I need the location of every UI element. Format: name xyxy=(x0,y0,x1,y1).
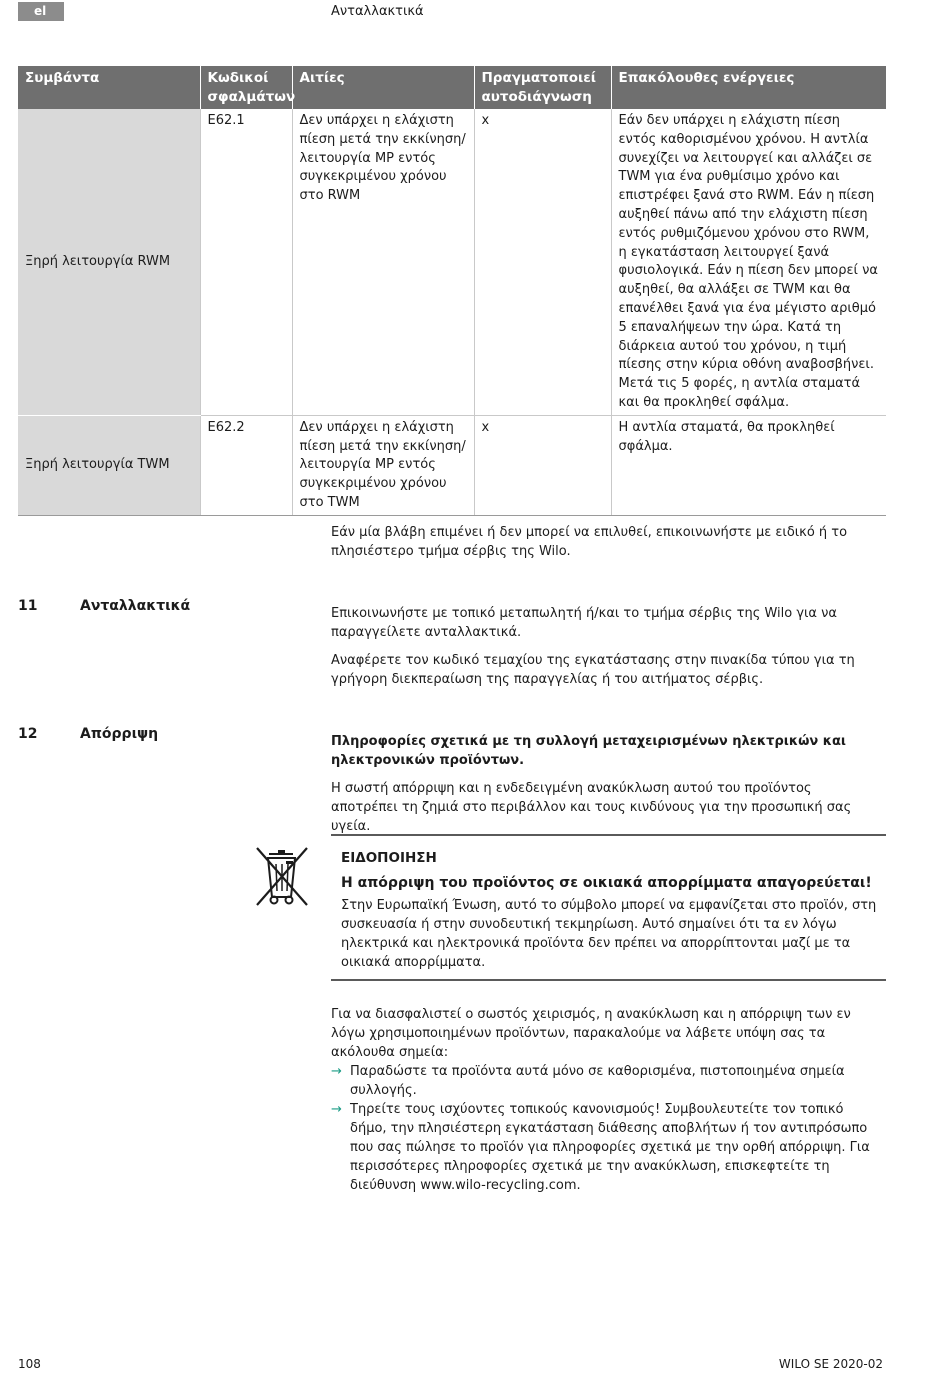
section-11-paragraph-1: Επικοινωνήστε με τοπικό μεταπωλητή ή/και το τμήμα σέρβις της Wilo για να παραγγείλετε ανταλλακτικά. xyxy=(331,606,837,640)
col-header-events: Συμβάντα xyxy=(18,66,200,109)
cause-cell: Δεν υπάρχει η ελάχιστη πίεση μετά την εκκίνηση/λειτουργία MP εντός συγκεκριμένου χρόνου στο TWM xyxy=(292,415,474,515)
section-11-number: 11 xyxy=(18,598,38,614)
col-header-selfdiag: Πραγματοποιεί αυτοδιάγνωση xyxy=(474,66,611,109)
code-cell: E62.2 xyxy=(200,415,292,515)
col-header-causes: Αιτίες xyxy=(292,66,474,109)
running-header-title: Ανταλλακτικά xyxy=(331,4,424,19)
arrow-right-icon: → xyxy=(331,1064,342,1079)
notice-label: ΕΙΔΟΠΟΙΗΣΗ xyxy=(341,850,437,866)
col-header-codes: Κωδικοί σφαλμάτων xyxy=(200,66,292,109)
page-number: 108 xyxy=(18,1357,41,1371)
language-tag: el xyxy=(18,2,64,21)
table-header-row xyxy=(18,66,886,109)
disposal-bullet-list xyxy=(331,1062,881,1195)
bullet-text: Τηρείτε τους ισχύοντες τοπικούς κανονισμούς! Συμβουλευτείτε τον τοπικό δήμο, την πλησιέστερη εγκατάσταση διάθεσης αποβλήτων ή τον αντιπρόσωπο που σας πώλησε το προϊόν για πληροφορίες σχετικά με την ορθή απόρριψη. Για περισσότερες πληροφορίες σχετικά με την ανακύκλωση, επισκεφτείτε τη διεύθυνση www.wilo-recycling.com. xyxy=(350,1102,870,1193)
cause-cell: Δεν υπάρχει η ελάχιστη πίεση μετά την εκκίνηση/λειτουργία MP εντός συγκεκριμένου χρόνου στο RWM xyxy=(292,109,474,415)
notice-top-rule xyxy=(331,834,886,836)
table-note: Εάν μία βλάβη επιμένει ή δεν μπορεί να επιλυθεί, επικοινωνήστε με ειδικό ή το πλησιέστερο τμήμα σέρβις της Wilo. xyxy=(331,525,848,559)
section-12-paragraph-1: Η σωστή απόρριψη και η ενδεδειγμένη ανακύκλωση αυτού του προϊόντος αποτρέπει τη ζημιά στο περιβάλλον και τους κινδύνους για την προσωπική σας υγεία. xyxy=(331,781,852,834)
section-11-paragraph-2: Αναφέρετε τον κωδικό τεμαχίου της εγκατάστασης στην πινακίδα τύπου για τη γρήγορη διεκπεραίωση της παραγγελίας ή του αιτήματος σέρβις. xyxy=(331,653,855,687)
notice-title: Η απόρριψη του προϊόντος σε οικιακά απορρίμματα απαγορεύεται! xyxy=(341,875,872,891)
section-12-number: 12 xyxy=(18,726,38,742)
crossed-out-wheelie-bin-icon xyxy=(253,845,311,907)
event-cell: Ξηρή λειτουργία RWM xyxy=(18,109,200,415)
code-cell: E62.1 xyxy=(200,109,292,415)
section-12-paragraph-2: Για να διασφαλιστεί ο σωστός χειρισμός, η ανακύκλωση και η απόρριψη των εν λόγω χρησιμοποιημένων προϊόντων, παρακαλούμε να λάβετε υπόψη σας τα ακόλουθα σημεία: xyxy=(331,1007,851,1060)
list-item xyxy=(331,1100,881,1195)
section-11-title: Ανταλλακτικά xyxy=(80,598,191,614)
publisher-footer: WILO SE 2020-02 xyxy=(778,1357,883,1371)
action-cell: Εάν δεν υπάρχει η ελάχιστη πίεση εντός καθορισμένου χρόνου. Η αντλία συνεχίζει να λειτουργεί και αλλάζει σε TWM για ένα ρυθμίσιμο χρόνο και επιστρέφει ξανά στο RWM. Εάν η πίεση αυξηθεί πάνω από την ελάχιστη πίεση εντός ρυθμιζόμενου χρόνου στο RWM, η εγκατάσταση λειτουργεί ξανά φυσιολογικά. Εάν η πίεση δεν μπορεί να αυξηθεί, θα αλλάξει σε TWM και θα επανέλθει ξανά για ένα μέγιστο αριθμό 5 επαναλήψεων την ώρα. Κατά τη διάρκεια αυτού του χρόνου, η τιμή πίεσης στην κύρια οθόνη αναβοσβήνει. Μετά τις 5 φορές, η αντλία σταματά και θα προκληθεί σφάλμα. xyxy=(611,109,886,415)
selfdiag-cell: x xyxy=(474,109,611,415)
arrow-right-icon: → xyxy=(331,1102,342,1117)
table-row xyxy=(18,109,886,415)
table-row xyxy=(18,415,886,515)
section-12-title: Απόρριψη xyxy=(80,726,159,742)
col-header-actions: Επακόλουθες ενέργειες xyxy=(611,66,886,109)
fault-table xyxy=(18,66,886,516)
section-12-subtitle: Πληροφορίες σχετικά με τη συλλογή μεταχειρισμένων ηλεκτρικών και ηλεκτρονικών προϊόντων. xyxy=(331,734,846,768)
bullet-text: Παραδώστε τα προϊόντα αυτά μόνο σε καθορισμένα, πιστοποιημένα σημεία συλλογής. xyxy=(350,1064,845,1098)
action-cell: Η αντλία σταματά, θα προκληθεί σφάλμα. xyxy=(611,415,886,515)
event-cell: Ξηρή λειτουργία TWM xyxy=(18,415,200,515)
selfdiag-cell: x xyxy=(474,415,611,515)
notice-text: Στην Ευρωπαϊκή Ένωση, αυτό το σύμβολο μπορεί να εμφανίζεται στο προϊόν, στη συσκευασία ή στην συνοδευτική τεκμηρίωση. Αυτό σημαίνει ότι τα εν λόγω ηλεκτρικά και ηλεκτρονικά προϊόντα δεν πρέπει να απορρίπτονται μαζί με τα οικιακά απορρίμματα. xyxy=(341,898,877,970)
notice-bottom-rule xyxy=(331,979,886,981)
list-item xyxy=(331,1062,881,1100)
